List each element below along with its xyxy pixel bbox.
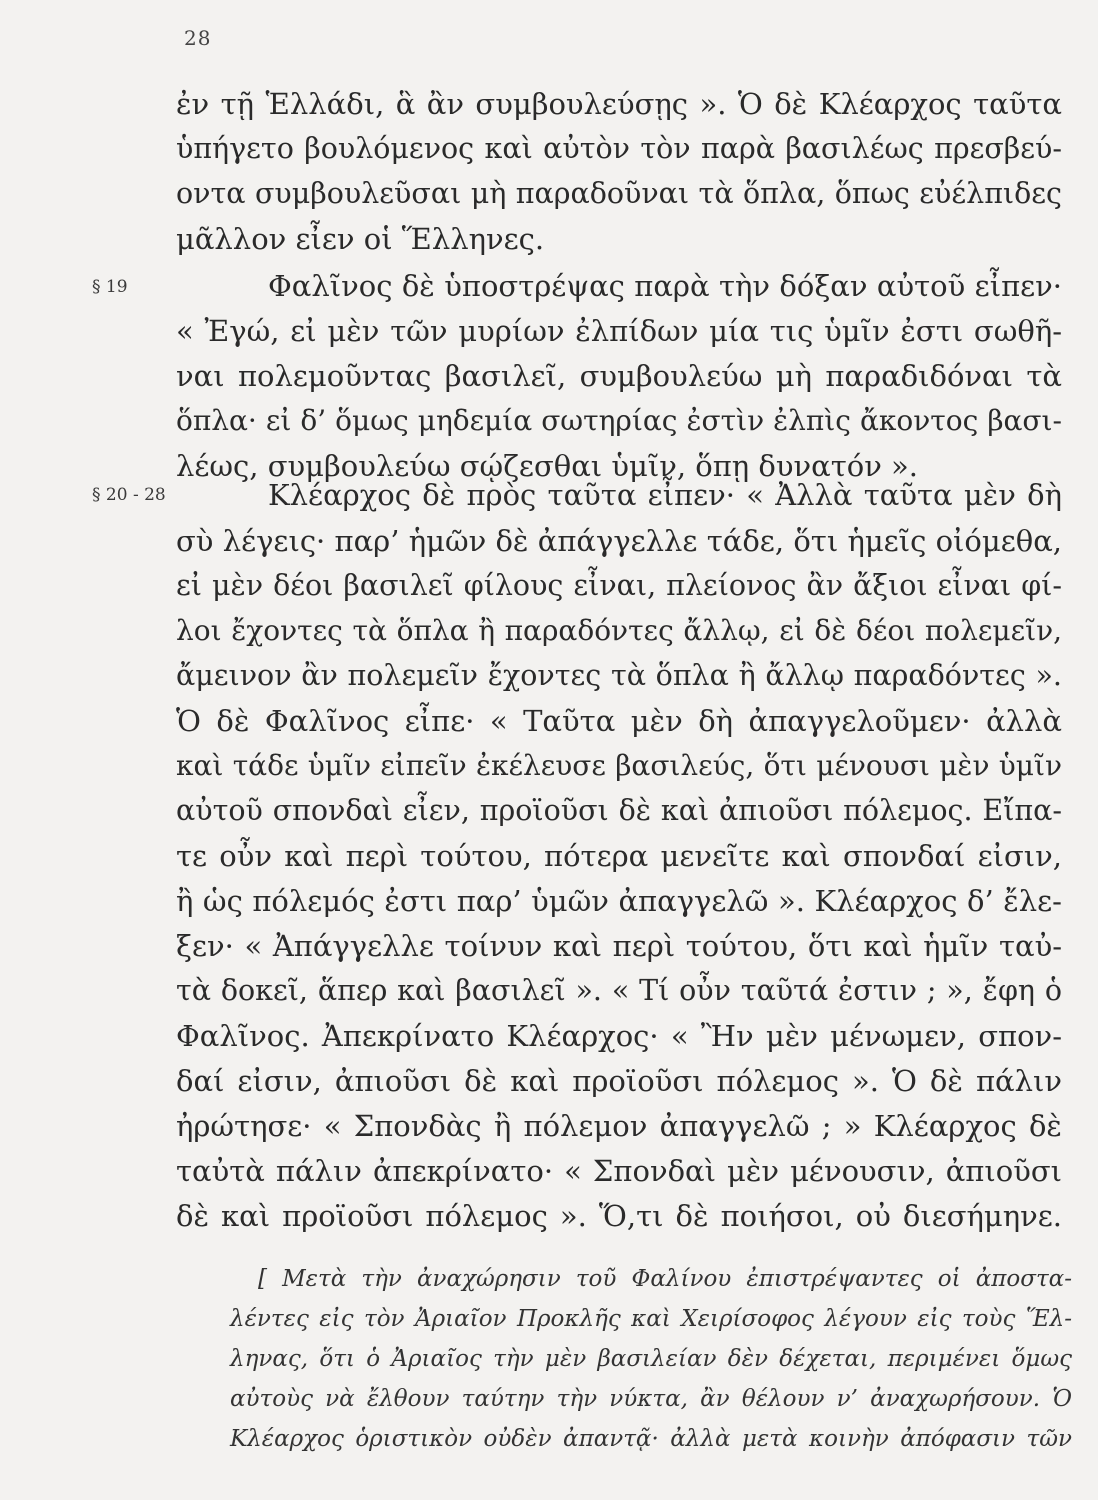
text-line: Ὁ δὲ Φαλῖνος εἶπε· « Ταῦτα μὲν δὴ ἀπαγγελοῦμεν· ἀλλὰ <box>176 704 1062 738</box>
margin-ref-section-20-28: § 20 - 28 <box>92 485 166 505</box>
text-line: μᾶλλον εἶεν οἱ Ἕλληνες. <box>176 222 545 256</box>
text-line: αὐτοῦ σπονδαὶ εἶεν, προϊοῦσι δὲ καὶ ἀπιοῦσι πόλεμος. Εἴπα- <box>176 794 1062 827</box>
text-line: λοι ἔχοντες τὰ ὅπλα ἢ παραδόντες ἄλλῳ, εἰ δὲ δέοι πολεμεῖν, <box>176 614 1062 647</box>
text-line: Φαλῖνος δὲ ὑποστρέψας παρὰ τὴν δόξαν αὐτοῦ εἶπεν· <box>268 269 1062 303</box>
page-number: 28 <box>184 26 212 50</box>
text-line: τὰ δοκεῖ, ἅπερ καὶ βασιλεῖ ». « Τί οὖν ταῦτά ἐστιν ; », ἔφη ὁ <box>176 974 1062 1007</box>
margin-ref-section-19: § 19 <box>92 277 128 297</box>
note-line: Κλέαρχος ὁριστικὸν οὐδὲν ἀπαντᾷ· ἀλλὰ μετὰ κοινὴν ἀπόφασιν τῶν <box>230 1426 1072 1452</box>
text-line: ὅπλα· εἰ δ’ ὅμως μηδεμία σωτηρίας ἐστὶν ἐλπὶς ἄκοντος βασι- <box>176 404 1062 437</box>
text-line: ταὐτὰ πάλιν ἀπεκρίνατο· « Σπονδαὶ μὲν μένουσιν, ἀπιοῦσι <box>176 1154 1062 1188</box>
text-line: οντα συμβουλεῦσαι μὴ παραδοῦναι τὰ ὅπλα, ὅπως εὐέλπιδες <box>176 177 1062 210</box>
text-line: ἠρώτησε· « Σπονδὰς ἢ πόλεμον ἀπαγγελῶ ; » Κλέαρχος δὲ <box>176 1109 1062 1143</box>
text-line: καὶ τάδε ὑμῖν εἰπεῖν ἐκέλευσε βασιλεύς, ὅτι μένουσι μὲν ὑμῖν <box>176 749 1062 782</box>
note-line: αὐτοὺς νὰ ἔλθουν ταύτην τὴν νύκτα, ἂν θέλουν ν’ ἀναχωρήσουν. Ὁ <box>230 1386 1072 1412</box>
text-line: εἰ μὲν δέοι βασιλεῖ φίλους εἶναι, πλείονος ἂν ἄξιοι εἶναι φί- <box>176 569 1062 602</box>
text-line: δὲ καὶ προϊοῦσι πόλεμος ». Ὅ,τι δὲ ποιήσοι, οὐ διεσήμηνε. <box>176 1199 1062 1233</box>
text-line: δαί εἰσιν, ἀπιοῦσι δὲ καὶ προϊοῦσι πόλεμος ». Ὁ δὲ πάλιν <box>176 1064 1062 1098</box>
note-line: ληνας, ὅτι ὁ Ἀριαῖος τὴν μὲν βασιλείαν δὲν δέχεται, περιμένει ὅμως <box>230 1346 1072 1372</box>
text-line: « Ἐγώ, εἰ μὲν τῶν μυρίων ἐλπίδων μία τις ὑμῖν ἐστι σωθῆ- <box>176 314 1062 348</box>
text-line: ἢ ὡς πόλεμός ἐστι παρ’ ὑμῶν ἀπαγγελῶ ». Κλέαρχος δ’ ἔλε- <box>176 884 1062 918</box>
text-line: ναι πολεμοῦντας βασιλεῖ, συμβουλεύω μὴ παραδιδόναι τὰ <box>176 359 1062 393</box>
text-line: ξεν· « Ἀπάγγελλε τοίνυν καὶ περὶ τούτου, ὅτι καὶ ἡμῖν ταὐ- <box>176 929 1062 963</box>
text-line: Φαλῖνος. Ἀπεκρίνατο Κλέαρχος· « Ἢν μὲν μένωμεν, σπον- <box>176 1019 1062 1053</box>
text-line: ὑπήγετο βουλόμενος καὶ αὐτὸν τὸν παρὰ βασιλέως πρεσβεύ- <box>176 132 1062 165</box>
text-line: Κλέαρχος δὲ πρὸς ταῦτα εἶπεν· « Ἀλλὰ ταῦτα μὲν δὴ <box>268 478 1062 512</box>
text-line: σὺ λέγεις· παρ’ ἡμῶν δὲ ἀπάγγελλε τάδε, ὅτι ἡμεῖς οἰόμεθα, <box>176 524 1062 558</box>
note-line: [ Μετὰ τὴν ἀναχώρησιν τοῦ Φαλίνου ἐπιστρέψαντες οἱ ἀποστα- <box>258 1266 1072 1292</box>
text-line: ἄμεινον ἂν πολεμεῖν ἔχοντες τὰ ὅπλα ἢ ἄλλῳ παραδόντες ». <box>176 659 1062 692</box>
note-line: λέντες εἰς τὸν Ἀριαῖον Προκλῆς καὶ Χειρίσοφος λέγουν εἰς τοὺς Ἕλ- <box>230 1306 1072 1332</box>
text-line: ἐν τῇ Ἑλλάδι, ἃ ἂν συμβουλεύσῃς ». Ὁ δὲ Κλέαρχος ταῦτα <box>176 87 1062 121</box>
text-line: λέως, συμβουλεύω σῴζεσθαι ὑμῖν, ὅπῃ δυνατόν ». <box>176 449 919 483</box>
text-line: τε οὖν καὶ περὶ τούτου, πότερα μενεῖτε καὶ σπονδαί εἰσιν, <box>176 839 1062 873</box>
